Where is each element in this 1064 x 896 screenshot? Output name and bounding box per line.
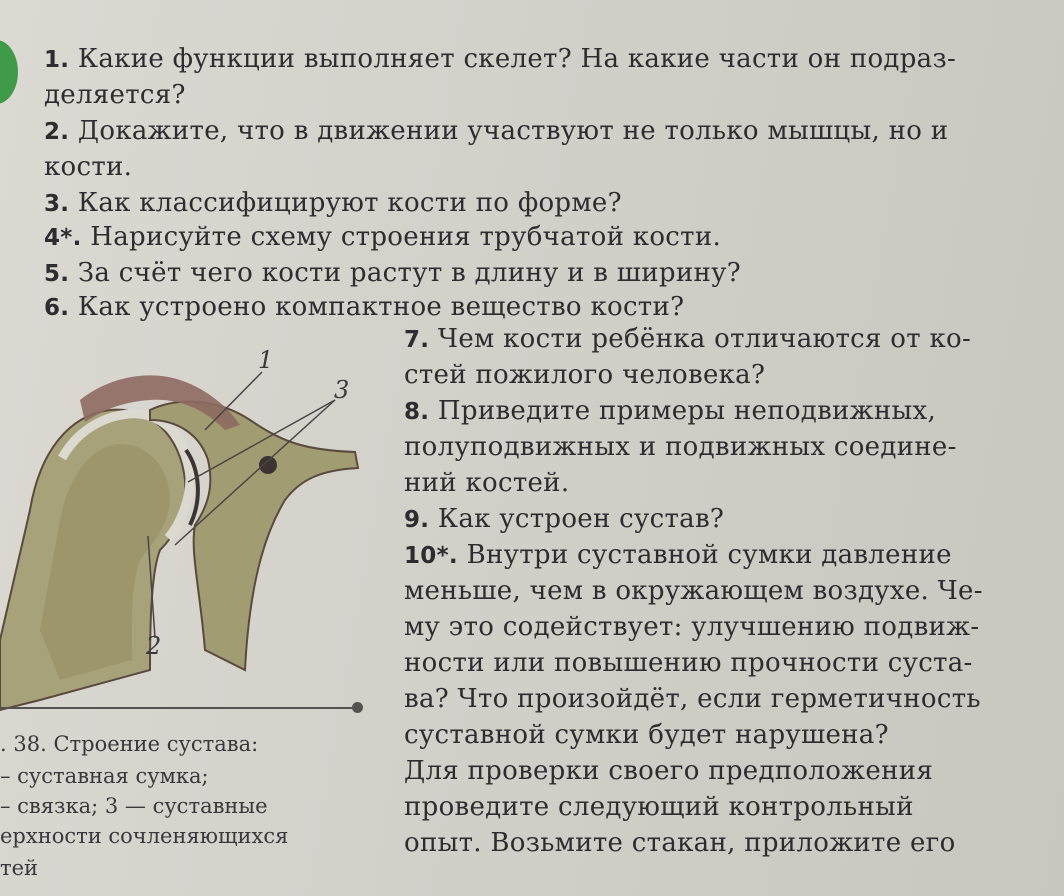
section-marker-icon [0,40,18,104]
question-3: 3. Как классифицируют кости по форме? [44,188,622,218]
figure-label-1: 1 [258,346,274,374]
figure-caption-line-3: – связка; 3 — суставные [0,794,268,818]
question-8-line-1: 8. Приведите примеры неподвижных, [404,396,937,426]
question-10-line-3: му это содействует: улучшению подвиж- [404,612,980,642]
question-8-line-3: ний костей. [404,468,570,498]
question-10-line-8: проведите следующий контрольный [404,792,914,822]
question-10-line-6: суставной сумки будет нарушена? [404,720,889,750]
question-10-line-9: опыт. Возьмите стакан, приложите его [404,828,956,858]
question-8-line-2: полуподвижных и подвижных соедине- [404,432,957,462]
question-7-line-2: стей пожилого человека? [404,360,766,390]
figure-caption-line-5: тей [0,856,39,880]
question-10-line-4: ности или повышению прочности суста- [404,648,973,678]
figure-label-2: 2 [146,632,162,660]
figure-divider [0,707,360,709]
figure-caption-line-4: ерхности сочленяющихся [0,824,289,848]
question-4: 4*. Нарисуйте схему строения трубчатой кости. [44,222,722,252]
question-10-line-1: 10*. Внутри суставной сумки давление [404,540,952,570]
figure-caption-line-1: . 38. Строение сустава: [0,732,259,756]
joint-structure-illustration [0,340,370,720]
question-2-line-2: кости. [44,152,133,182]
question-10-line-7: Для проверки своего предположения [404,756,934,786]
question-9: 9. Как устроен сустав? [404,504,725,534]
question-1-line-1: 1. Какие функции выполняет скелет? На какие части он подраз- [44,44,957,74]
ligament-node [259,456,277,474]
question-10-line-5: ва? Что произойдёт, если герметичность [404,684,981,714]
figure-label-3: 3 [334,376,350,404]
question-7-line-1: 7. Чем кости ребёнка отличаются от ко- [404,324,972,354]
question-6: 6. Как устроено компактное вещество кости? [44,292,685,322]
question-1-line-2: деляется? [44,80,186,110]
divider-dot [352,702,363,713]
figure-caption-line-2: – суставная сумка; [0,764,209,788]
question-10-line-2: меньше, чем в окружающем воздухе. Че- [404,576,983,606]
question-2-line-1: 2. Докажите, что в движении участвуют не только мышцы, но и [44,116,949,146]
question-5: 5. За счёт чего кости растут в длину и в ширину? [44,258,741,288]
